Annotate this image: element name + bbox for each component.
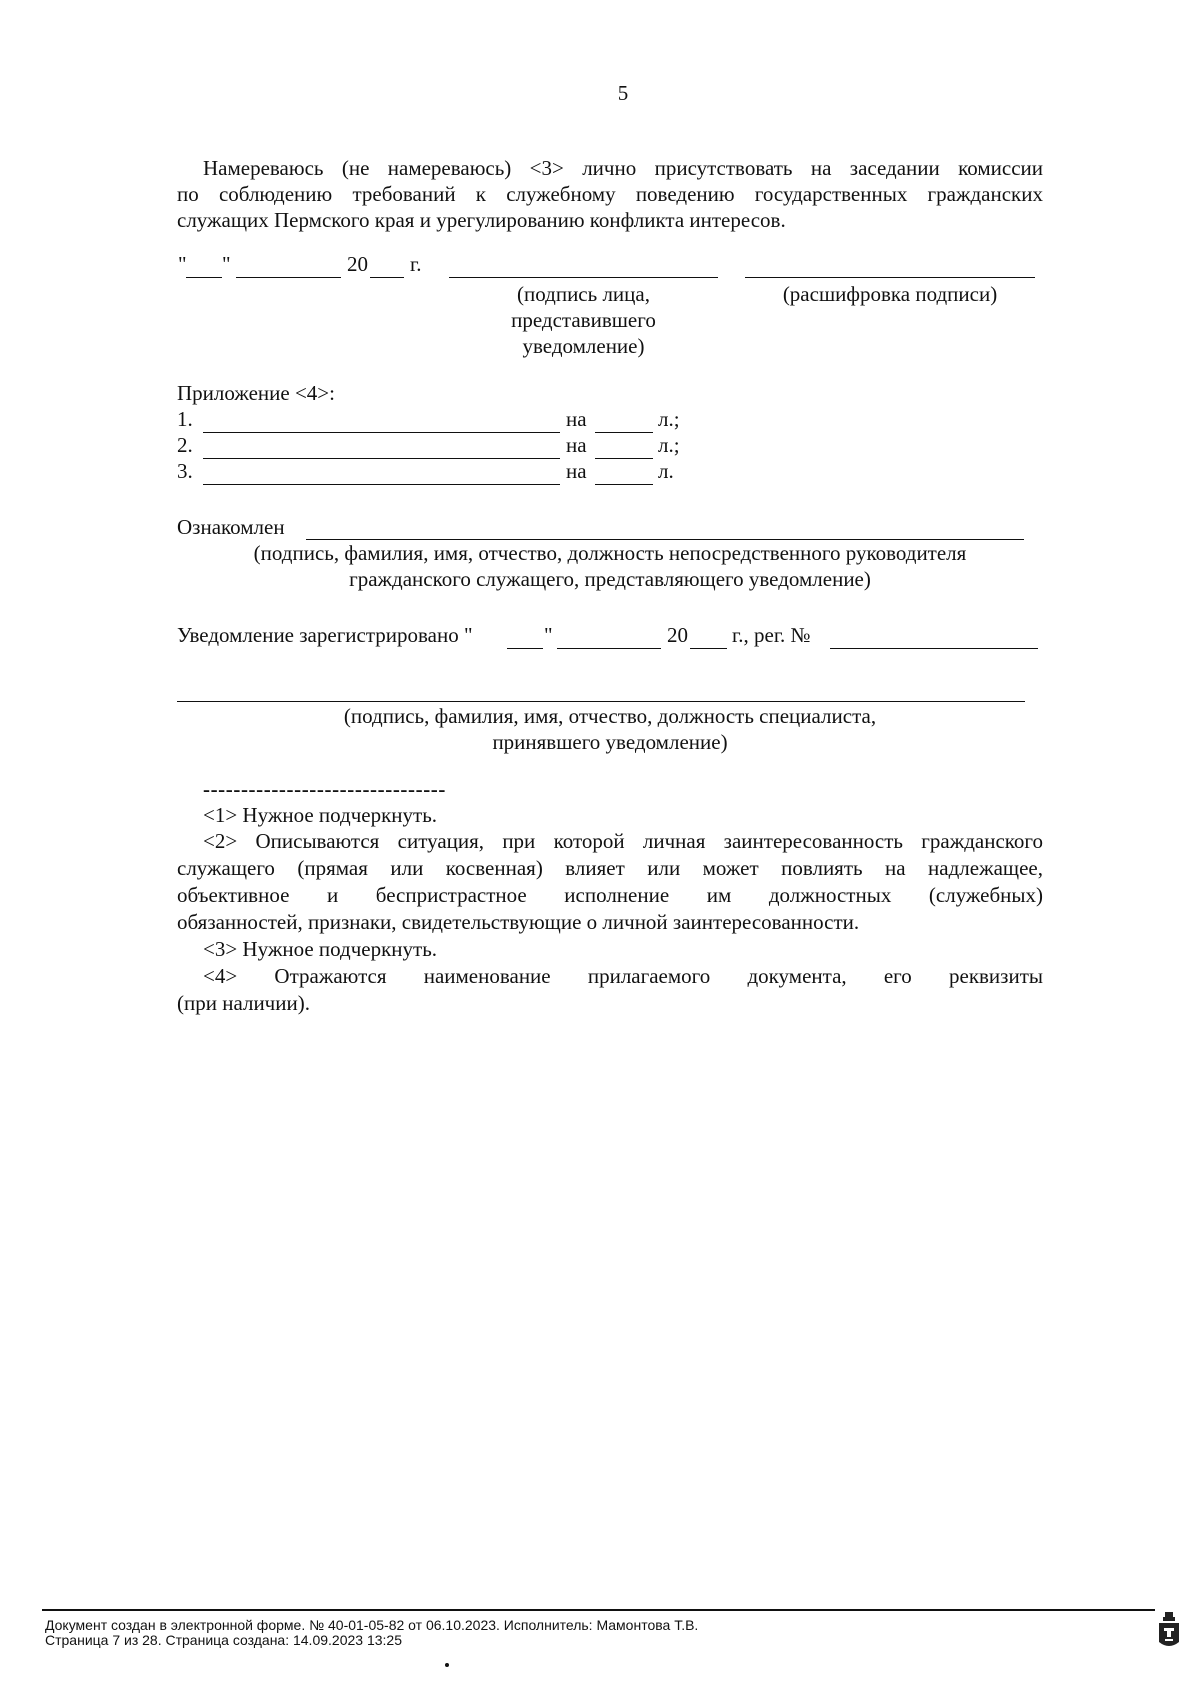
registration-number-field[interactable] bbox=[830, 648, 1038, 649]
intent-line-1: Намереваюсь (не намереваюсь) <3> лично присутствовать на заседании комиссии bbox=[203, 156, 1043, 180]
registration-year-field[interactable] bbox=[690, 648, 727, 649]
registration-label: Уведомление зарегистрировано " bbox=[177, 623, 473, 647]
signature-caption-line-2: представившего bbox=[511, 308, 656, 332]
footnote-3: <3> Нужное подчеркнуть. bbox=[203, 937, 438, 961]
footnote-4-line-2: (при наличии). bbox=[177, 991, 310, 1015]
footer-rule bbox=[42, 1609, 1155, 1611]
footnote-separator: -------------------------------- bbox=[203, 777, 446, 801]
signature-caption-line-1: (подпись лица, bbox=[517, 282, 650, 306]
page-number: 5 bbox=[617, 81, 629, 105]
attachment-name-field[interactable] bbox=[203, 432, 560, 433]
footnote-4-line-1: <4> Отражаются наименование прилагаемого документа, его реквизиты bbox=[203, 964, 1043, 988]
attachment-sheets-field[interactable] bbox=[595, 484, 653, 485]
footnote-2-line-4: обязанностей, признаки, свидетельствующие о личной заинтересованности. bbox=[177, 910, 860, 934]
attachment-on: на bbox=[566, 407, 587, 431]
date-quote-close: " bbox=[222, 252, 231, 276]
registration-month-field[interactable] bbox=[557, 648, 661, 649]
footer-line-2: Страница 7 из 28. Страница создана: 14.09.2023 13:25 bbox=[45, 1632, 402, 1648]
date-year-suffix: г. bbox=[410, 252, 422, 276]
footnote-2-line-3: объективное и беспристрастное исполнение им должностных (служебных) bbox=[177, 883, 1043, 907]
attachment-sheets-label: л.; bbox=[658, 433, 680, 457]
footnote-1: <1> Нужное подчеркнуть. bbox=[203, 803, 438, 827]
attachment-number: 1. bbox=[177, 407, 193, 431]
intent-line-3: служащих Пермского края и урегулированию конфликта интересов. bbox=[177, 208, 786, 232]
date-year-field[interactable] bbox=[370, 277, 404, 278]
signature-decode-field[interactable] bbox=[745, 277, 1035, 278]
familiarized-caption-line-1: (подпись, фамилия, имя, отчество, должность непосредственного руководителя bbox=[253, 541, 967, 565]
registration-day-field[interactable] bbox=[507, 648, 543, 649]
decode-caption: (расшифровка подписи) bbox=[782, 282, 998, 306]
footer-line-1: Документ создан в электронной форме. № 40-01-05-82 от 06.10.2023. Исполнитель: Мамонтова Т.В. bbox=[45, 1617, 699, 1633]
attachment-on: на bbox=[566, 459, 587, 483]
attachment-sheets-label: л. bbox=[658, 459, 674, 483]
signature-field[interactable] bbox=[449, 277, 718, 278]
familiarized-caption-line-2: гражданского служащего, представляющего уведомление) bbox=[349, 567, 871, 591]
footnote-2-line-2: служащего (прямая или косвенная) влияет или может повлиять на надлежащее, bbox=[177, 856, 1043, 880]
familiarized-label: Ознакомлен bbox=[177, 515, 285, 539]
signature-caption-line-3: уведомление) bbox=[522, 334, 645, 358]
date-day-field[interactable] bbox=[186, 277, 222, 278]
specialist-caption-line-2: принявшего уведомление) bbox=[492, 730, 728, 754]
date-month-field[interactable] bbox=[236, 277, 341, 278]
date-year-prefix: 20 bbox=[347, 252, 368, 276]
specialist-signature-field[interactable] bbox=[177, 701, 1025, 702]
perm-krai-emblem-icon bbox=[1156, 1612, 1182, 1652]
attachment-number: 2. bbox=[177, 433, 193, 457]
attachment-name-field[interactable] bbox=[203, 484, 560, 485]
intent-line-2: по соблюдению требований к служебному поведению государственных гражданских bbox=[177, 182, 1043, 206]
registration-year-prefix: 20 bbox=[667, 623, 688, 647]
attachment-sheets-field[interactable] bbox=[595, 432, 653, 433]
date-quote-open: " bbox=[178, 252, 187, 276]
attachment-name-field[interactable] bbox=[203, 458, 560, 459]
footnote-2-line-1: <2> Описываются ситуация, при которой личная заинтересованность гражданского bbox=[203, 829, 1043, 853]
attachments-heading: Приложение <4>: bbox=[177, 381, 335, 405]
registration-quote-close: " bbox=[544, 623, 553, 647]
attachment-number: 3. bbox=[177, 459, 193, 483]
specialist-caption-line-1: (подпись, фамилия, имя, отчество, должность специалиста, bbox=[343, 704, 877, 728]
registration-reg-label: г., рег. № bbox=[732, 623, 811, 647]
attachment-sheets-field[interactable] bbox=[595, 458, 653, 459]
attachment-sheets-label: л.; bbox=[658, 407, 680, 431]
scan-speck bbox=[445, 1663, 449, 1667]
attachment-on: на bbox=[566, 433, 587, 457]
